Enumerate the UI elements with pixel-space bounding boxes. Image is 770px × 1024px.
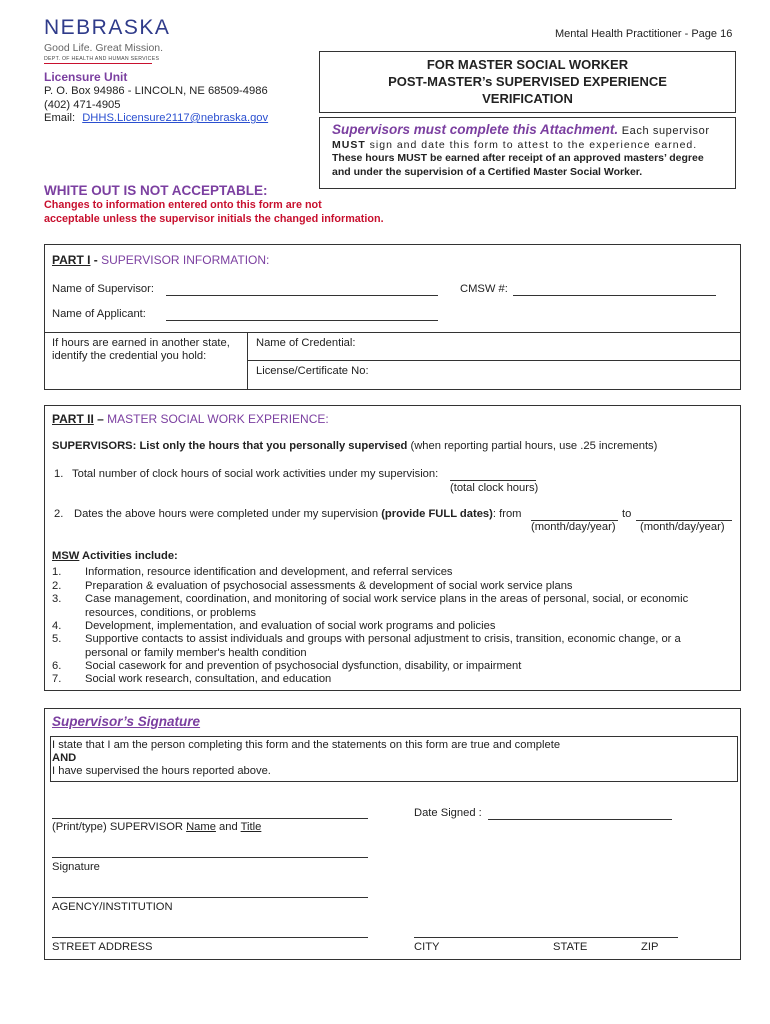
activity-num: 5. <box>52 633 62 645</box>
instruction-bold: SUPERVISORS: List only the hours that you personally supervised <box>52 440 408 452</box>
activity-num: 7. <box>52 673 62 685</box>
title-line2: POST-MASTER’s SUPERVISED EXPERIENCE <box>388 74 667 89</box>
city-label: CITY <box>414 941 440 953</box>
part2-heading <box>52 412 329 426</box>
date-to-caption: (month/day/year) <box>640 521 725 533</box>
activity-text: Social casework for and prevention of psychosocial dysfunction, disability, or impairment <box>85 660 522 672</box>
attachment-text2: sign and date this form to attest to the experience earned. <box>365 139 698 151</box>
cmsw-field[interactable] <box>513 283 716 296</box>
print-name-line[interactable] <box>52 818 368 819</box>
logo-name: NEBRASKA <box>44 16 171 39</box>
other-state-line2: identify the credential you hold: <box>52 350 207 362</box>
address: P. O. Box 94986 - LINCOLN, NE 68509-4986 <box>44 85 268 97</box>
date-signed-label: Date Signed : <box>414 807 482 819</box>
state-label: STATE <box>553 941 588 953</box>
total-hours-caption: (total clock hours) <box>450 482 539 494</box>
page-label: Mental Health Practitioner - Page 16 <box>555 28 733 40</box>
whiteout-line1: Changes to information entered onto this form are not <box>44 199 322 211</box>
cmsw-label: CMSW #: <box>460 283 508 295</box>
license-field[interactable]: License/Certificate No: <box>256 365 369 377</box>
activities-heading <box>52 550 178 562</box>
statement-and: AND <box>52 752 77 764</box>
signature-heading: Supervisor’s Signature <box>52 714 201 729</box>
activity-num: 3. <box>52 593 62 605</box>
statement-line1: I state that I am the person completing this form and the statements on this form are true and complete <box>52 739 561 751</box>
applicant-name-field[interactable] <box>166 308 438 321</box>
other-state-line1: If hours are earned in another state, <box>52 337 230 349</box>
logo-tagline: Good Life. Great Mission. <box>44 42 164 54</box>
credential-field[interactable]: Name of Credential: <box>256 337 356 349</box>
city-state-zip-line[interactable] <box>414 937 678 938</box>
attachment-must: MUST <box>332 139 366 151</box>
activity-text: Information, resource identification and development, and referral services <box>85 566 453 578</box>
email-label: Email: <box>44 112 76 124</box>
total-hours-field[interactable] <box>450 468 536 481</box>
part2-label: PART II <box>52 412 94 426</box>
signature-label: Signature <box>52 861 100 873</box>
item1-text: Total number of clock hours of social work activities under my supervision: <box>72 468 439 480</box>
attachment-notice <box>319 117 736 189</box>
title-box <box>319 51 736 113</box>
activities-msw: MSW <box>52 550 80 562</box>
date-from-caption: (month/day/year) <box>531 521 616 533</box>
item2-num: 2. <box>54 508 64 520</box>
item2-bold: (provide FULL dates) <box>381 508 493 520</box>
attachment-bold-text: These hours MUST be earned after receipt of an approved masters’ degree and under the supervision of a Certified Master Social Worker. <box>332 152 704 178</box>
street-label: STREET ADDRESS <box>52 941 153 953</box>
attachment-heading: Supervisors must complete this Attachment. <box>332 122 619 137</box>
item2-row <box>74 508 521 520</box>
phone: (402) 471-4905 <box>44 99 121 111</box>
item2-text: Dates the above hours were completed under my supervision <box>74 508 379 520</box>
print-prefix: (Print/type) SUPERVISOR <box>52 821 187 833</box>
activity-text: Development, implementation, and evaluation of social work programs and policies <box>85 620 496 632</box>
agency-line[interactable] <box>52 897 368 898</box>
activities-rest: Activities include: <box>79 550 178 562</box>
activity-text: Supportive contacts to assist individuals and groups with personal adjustment to crisis, transition, economic change, or a personal or family member's health condition <box>85 633 681 659</box>
part2-title: MASTER SOCIAL WORK EXPERIENCE: <box>107 412 329 426</box>
nebraska-logo <box>44 16 174 64</box>
part2-instruction <box>52 440 657 452</box>
date-signed-field[interactable] <box>488 807 672 820</box>
instruction-rest: (when reporting partial hours, use .25 increments) <box>407 440 658 452</box>
item2-from: : from <box>492 508 522 520</box>
activity-num: 4. <box>52 620 62 632</box>
statement-line2: I have supervised the hours reported above. <box>52 765 271 777</box>
zip-label: ZIP <box>641 941 659 953</box>
activity-text: Social work research, consultation, and education <box>85 673 332 685</box>
activity-num: 1. <box>52 566 62 578</box>
signature-line[interactable] <box>52 857 368 858</box>
part1-title: SUPERVISOR INFORMATION: <box>101 253 270 267</box>
part1-sep: - <box>90 253 102 267</box>
date-to-field[interactable] <box>636 508 732 521</box>
title-line1: FOR MASTER SOCIAL WORKER <box>426 57 629 72</box>
whiteout-line2: acceptable unless the supervisor initials the changed information. <box>44 213 384 225</box>
applicant-label: Name of Applicant: <box>52 308 146 320</box>
supervisor-name-field[interactable] <box>166 283 438 296</box>
print-name-label <box>52 821 261 833</box>
email-row <box>44 112 268 124</box>
title-line3: VERIFICATION <box>482 91 573 106</box>
item1-num: 1. <box>54 468 64 480</box>
activity-num: 2. <box>52 580 62 592</box>
date-from-field[interactable] <box>531 508 618 521</box>
part1-heading <box>52 253 269 267</box>
logo-divider <box>44 63 152 64</box>
licensure-unit: Licensure Unit <box>44 70 128 84</box>
print-title: Title <box>240 821 262 833</box>
attachment-text1: Each supervisor <box>618 125 710 137</box>
logo-dept: DEPT. OF HEALTH AND HUMAN SERVICES <box>44 56 160 62</box>
whiteout-heading: WHITE OUT IS NOT ACCEPTABLE: <box>44 183 268 198</box>
print-and: and <box>215 821 241 833</box>
activity-text: Case management, coordination, and monitoring of social work service plans in the areas of personal, social, or economic resources, conditions, or problems <box>85 593 689 619</box>
part2-sep: – <box>93 412 108 426</box>
agency-label: AGENCY/INSTITUTION <box>52 901 173 913</box>
activity-text: Preparation & evaluation of psychosocial assessments & development of social work service plans <box>85 580 573 592</box>
item2-to: to <box>622 508 632 520</box>
street-line[interactable] <box>52 937 368 938</box>
part1-label: PART I <box>52 253 91 267</box>
supervisor-label: Name of Supervisor: <box>52 283 154 295</box>
activity-num: 6. <box>52 660 62 672</box>
print-name: Name <box>186 821 216 833</box>
email-link[interactable]: DHHS.Licensure2117@nebraska.gov <box>82 112 269 124</box>
